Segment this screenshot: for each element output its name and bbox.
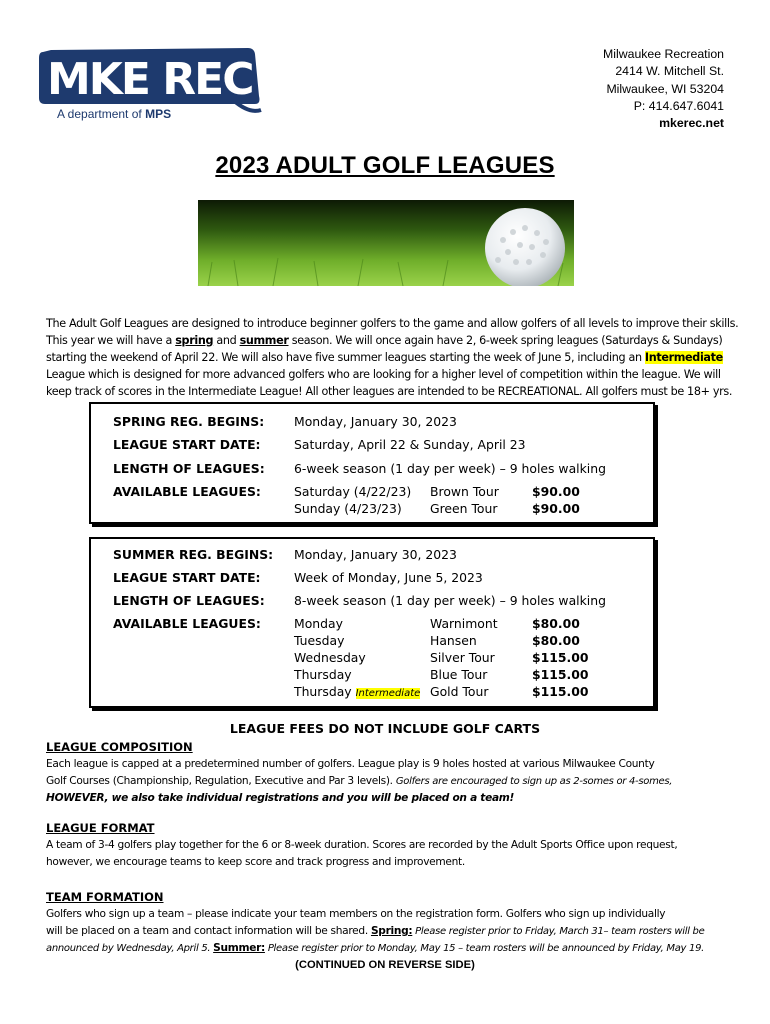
- team-heading: TEAM FORMATION: [46, 890, 164, 904]
- summer-league-box: [89, 537, 655, 708]
- golf-ball: [485, 208, 565, 286]
- composition-italic: Golfers are encouraged to sign up as 2-somes or 4-somes,: [395, 776, 673, 787]
- team-italic: Please register prior to Friday, March 31– team rosters will be: [412, 926, 705, 937]
- team-line-1: Golfers who sign up a team – please indicate your team members on the registration form. Golfers who sign up individually: [46, 908, 666, 920]
- league-price: $115.00: [532, 650, 589, 665]
- composition-heading: LEAGUE COMPOSITION: [46, 740, 193, 754]
- intro-text: starting the weekend of April 22. We will also have five summer leagues starting the week of June 5, including an: [46, 351, 645, 364]
- composition-text: Golf Courses (Championship, Regulation, Executive and Par 3 levels).: [46, 775, 396, 787]
- summer-length-value: 8-week season (1 day per week) – 9 holes walking: [294, 593, 606, 608]
- tagline-org: MPS: [145, 107, 172, 121]
- intro-line-3: [46, 349, 736, 366]
- league-course: Hansen: [430, 633, 477, 648]
- intermediate-tag: Intermediate: [355, 688, 421, 699]
- league-course: Blue Tour: [430, 667, 488, 682]
- city-state-zip: Milwaukee, WI 53204: [606, 81, 724, 96]
- intermediate-highlight: Intermediate: [644, 351, 723, 364]
- spring-start-value: Saturday, April 22 & Sunday, April 23: [294, 437, 526, 452]
- logo-wordmark: MKE REC: [47, 54, 253, 105]
- org-name: Milwaukee Recreation: [603, 47, 724, 61]
- league-day-text: Thursday: [294, 684, 352, 699]
- continued-note: (CONTINUED ON REVERSE SIDE): [295, 959, 475, 971]
- league-price: $80.00: [532, 616, 580, 631]
- spring-start-label: LEAGUE START DATE:: [113, 437, 261, 452]
- spring-available-label: AVAILABLE LEAGUES:: [113, 484, 261, 499]
- intro-line-1: The Adult Golf Leagues are designed to introduce beginner golfers to the game and allow golfers of all levels to improve their skills.: [46, 317, 739, 330]
- intro-text: season. We will once again have 2, 6-week spring leagues (Saturdays & Sundays): [288, 334, 723, 347]
- summer-start-label: LEAGUE START DATE:: [113, 570, 261, 585]
- league-course: Brown Tour: [430, 484, 499, 499]
- tagline-prefix: A department of: [57, 107, 142, 121]
- summer-length-label: LENGTH OF LEAGUES:: [113, 593, 265, 608]
- page-title: 2023 ADULT GOLF LEAGUES: [215, 152, 555, 179]
- league-day: [294, 684, 420, 703]
- format-line-2: however, we encourage teams to keep score and track progress and improvement.: [46, 856, 465, 868]
- team-text: will be placed on a team and contact information will be shared.: [46, 925, 371, 937]
- logo-tagline: [57, 107, 171, 121]
- format-line-1: A team of 3-4 golfers play together for the 6 or 8-week duration. Scores are recorded by the Adult Sports Office upon request,: [46, 839, 678, 851]
- league-day: Saturday (4/22/23): [294, 484, 412, 499]
- intro-text: and: [213, 334, 240, 347]
- summer-start-value: Week of Monday, June 5, 2023: [294, 570, 483, 585]
- spring-reg-label: SPRING REG. BEGINS:: [113, 414, 265, 429]
- summer-reg-label: SUMMER REG. BEGINS:: [113, 547, 274, 562]
- spring-length-value: 6-week season (1 day per week) – 9 holes walking: [294, 461, 606, 476]
- fees-note: LEAGUE FEES DO NOT INCLUDE GOLF CARTS: [229, 721, 541, 736]
- league-day: Tuesday: [294, 633, 345, 648]
- format-body: [46, 837, 736, 871]
- league-day: Sunday (4/23/23): [294, 501, 402, 516]
- composition-body: [46, 756, 736, 807]
- summer-emphasis: summer: [239, 334, 289, 347]
- summer-reg-value: Monday, January 30, 2023: [294, 547, 457, 562]
- spring-length-label: LENGTH OF LEAGUES:: [113, 461, 265, 476]
- street-address: 2414 W. Mitchell St.: [615, 64, 724, 79]
- intro-line-2: [46, 332, 736, 349]
- phone-number: P: 414.647.6041: [633, 98, 724, 113]
- league-price: $90.00: [532, 501, 580, 516]
- spring-label: Spring:: [370, 925, 413, 937]
- league-price: $80.00: [532, 633, 580, 648]
- composition-line-2: [46, 773, 736, 790]
- league-course: Silver Tour: [430, 650, 495, 665]
- league-day: Thursday: [294, 667, 352, 682]
- summer-label: Summer:: [213, 942, 265, 954]
- golf-ball-banner-image: [198, 200, 574, 286]
- team-body: [46, 906, 736, 957]
- league-day: Wednesday: [294, 650, 366, 665]
- league-course: Green Tour: [430, 501, 498, 516]
- composition-line-3: HOWEVER, we also take individual registrations and you will be placed on a team!: [46, 792, 515, 804]
- spring-emphasis: spring: [175, 334, 214, 347]
- format-heading: LEAGUE FORMAT: [46, 821, 155, 835]
- website-link[interactable]: mkerec.net: [659, 116, 724, 131]
- intro-text: This year we will have a: [46, 334, 176, 347]
- league-price: $90.00: [532, 484, 580, 499]
- contact-address: [603, 46, 724, 132]
- league-course: Warnimont: [430, 616, 498, 631]
- team-italic: announced by Wednesday, April 5.: [46, 943, 214, 954]
- intro-paragraph: [46, 315, 739, 400]
- summer-available-label: AVAILABLE LEAGUES:: [113, 616, 261, 631]
- team-line-3: [46, 940, 736, 957]
- league-price: $115.00: [532, 667, 589, 682]
- composition-line-1: Each league is capped at a predetermined number of golfers. League play is 9 holes hosted at various Milwaukee County: [46, 758, 655, 770]
- team-italic: Please register prior to Monday, May 15 – team rosters will be announced by Friday, May 19.: [264, 943, 705, 954]
- spring-league-box: [89, 402, 655, 524]
- intro-line-4: League which is designed for more advanced golfers who are looking for a higher level of competition within the league. We will: [46, 368, 721, 381]
- intro-line-5: keep track of scores in the Intermediate League! All other leagues are intended to be RECREATIONAL. All golfers must be 18+ yrs.: [46, 385, 733, 398]
- league-price: $115.00: [532, 684, 589, 699]
- spring-reg-value: Monday, January 30, 2023: [294, 414, 457, 429]
- league-day: Monday: [294, 616, 343, 631]
- league-course: Gold Tour: [430, 684, 489, 699]
- team-line-2: [46, 923, 736, 940]
